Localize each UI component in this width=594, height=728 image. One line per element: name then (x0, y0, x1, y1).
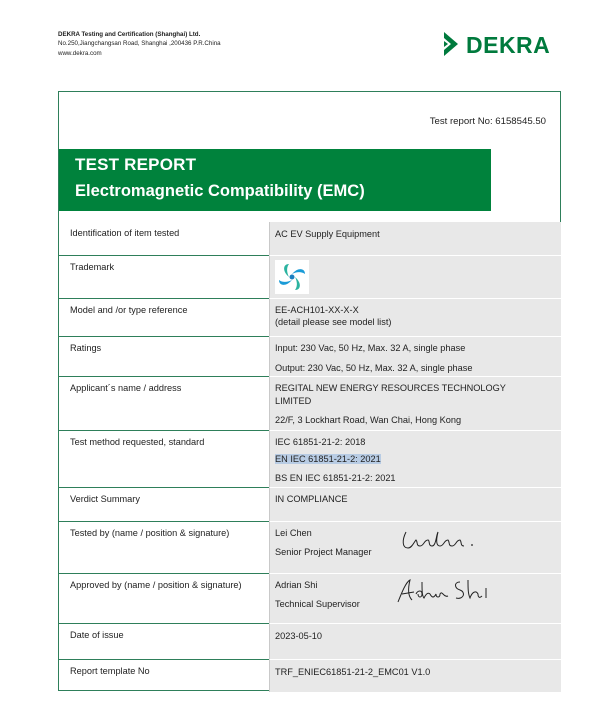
table-row (59, 574, 561, 624)
report-frame (58, 91, 561, 691)
row-value: IN COMPLIANCE (275, 494, 348, 504)
row-label: Applicant´s name / address (70, 383, 182, 393)
row-label: Model and /or type reference (70, 305, 188, 315)
row-label: Test method requested, standard (70, 437, 205, 447)
row-label: Ratings (70, 343, 102, 353)
table-row (59, 431, 561, 488)
row-value: 22/F, 3 Lockhart Road, Wan Chai, Hong Kong (275, 415, 462, 425)
table-row (59, 660, 561, 692)
row-value: Technical Supervisor (275, 599, 360, 609)
table-row (59, 222, 561, 256)
table-row (59, 337, 561, 377)
report-subtitle: Electromagnetic Compatibility (EMC) (75, 182, 365, 200)
row-value-highlighted: EN IEC 61851-21-2: 2021 (275, 454, 381, 464)
row-value: TRF_ENIEC61851-21-2_EMC01 V1.0 (275, 667, 431, 677)
row-label: Date of issue (70, 630, 124, 640)
table-row (59, 377, 561, 431)
company-website: www.dekra.com (58, 49, 102, 57)
report-number: Test report No: 6158545.50 (429, 116, 546, 127)
row-value: Input: 230 Vac, 50 Hz, Max. 32 A, single phase (275, 343, 466, 353)
row-value: (detail please see model list) (275, 317, 392, 327)
row-label: Identification of item tested (70, 228, 180, 238)
row-value: EE-ACH101-XX-X-X (275, 305, 359, 315)
trademark-swirl-logo (275, 260, 309, 294)
table-row (59, 299, 561, 337)
company-name: DEKRA Testing and Certification (Shanghai) Ltd. (58, 31, 201, 38)
row-label: Tested by (name / position & signature) (70, 528, 230, 538)
company-header (58, 30, 221, 58)
signature-adrian-shi (394, 576, 490, 606)
company-address: No.250,Jiangchangsan Road, Shanghai ,200436 P.R.China (58, 40, 221, 48)
row-value: REGITAL NEW ENERGY RESOURCES TECHNOLOGY (275, 383, 506, 393)
row-value: 2023-05-10 (275, 631, 322, 641)
table-row (59, 488, 561, 522)
row-label: Approved by (name / position & signature) (70, 580, 242, 590)
dekra-logo (442, 28, 554, 60)
row-value: IEC 61851-21-2: 2018 (275, 437, 366, 447)
row-value: Output: 230 Vac, 50 Hz, Max. 32 A, single phase (275, 363, 473, 373)
row-value: AC EV Supply Equipment (275, 229, 380, 239)
row-value: Adrian Shi (275, 580, 318, 590)
title-banner (59, 149, 491, 211)
dekra-logo-text: DEKRA (466, 32, 551, 58)
row-value: Lei Chen (275, 528, 312, 538)
row-label: Verdict Summary (70, 494, 140, 504)
row-value: Senior Project Manager (275, 547, 372, 557)
table-row (59, 256, 561, 299)
table-row (59, 522, 561, 574)
row-label: Trademark (70, 262, 115, 272)
table-row (59, 624, 561, 660)
signature-lei-chen (400, 528, 484, 554)
row-value: BS EN IEC 61851-21-2: 2021 (275, 473, 396, 483)
row-value: LIMITED (275, 396, 312, 406)
row-label: Report template No (70, 666, 150, 676)
report-title: TEST REPORT (75, 155, 197, 174)
